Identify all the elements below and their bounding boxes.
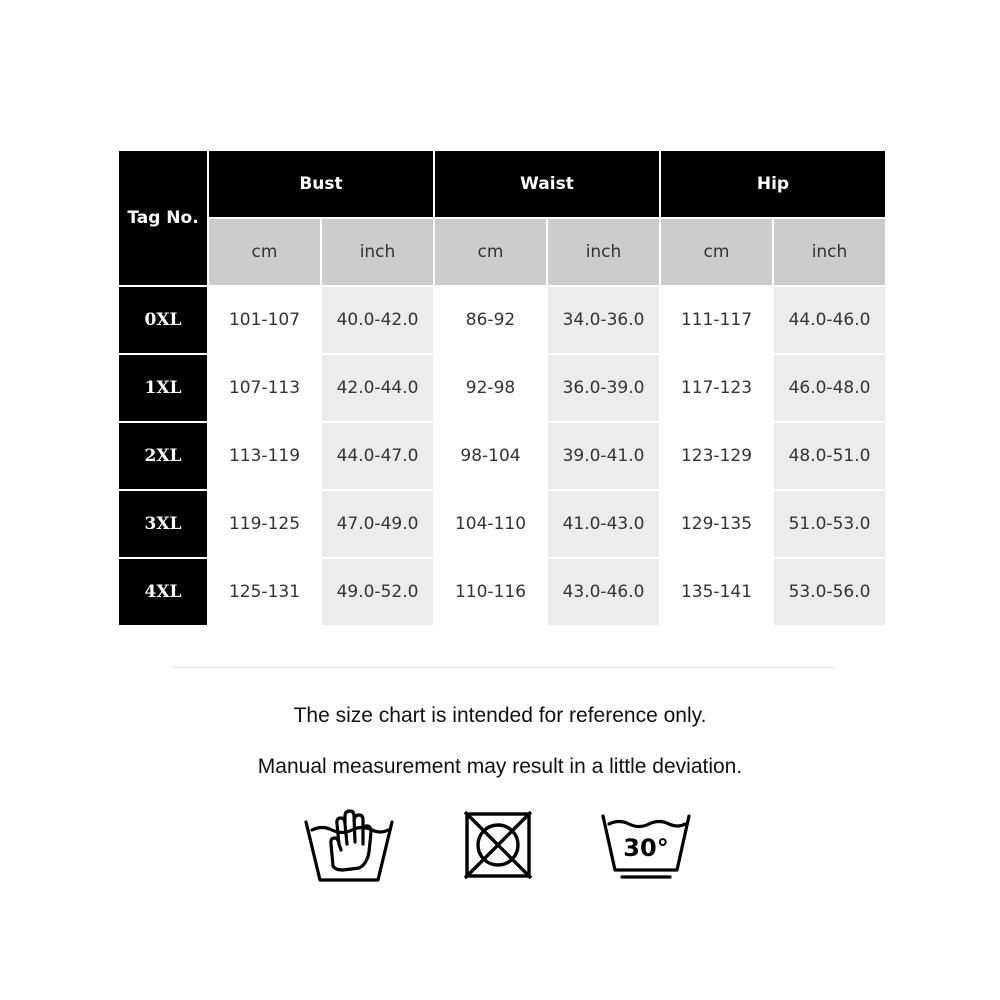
table-row — [119, 491, 885, 557]
waist-cm-cell: 86-92 — [435, 287, 546, 353]
table-row — [119, 559, 885, 625]
tag-cell: 3XL — [119, 491, 207, 557]
waist-cm-cell: 92-98 — [435, 355, 546, 421]
hip-cm-cell: 117-123 — [661, 355, 772, 421]
tag-cell: 0XL — [119, 287, 207, 353]
waist-inch-cell: 43.0-46.0 — [548, 559, 659, 625]
wash-30-icon — [600, 808, 692, 882]
tag-cell: 1XL — [119, 355, 207, 421]
tag-no-header: Tag No. — [119, 151, 207, 285]
bust-cm-cell: 125-131 — [209, 559, 320, 625]
size-chart-table — [117, 149, 887, 627]
table-header-row — [119, 151, 885, 217]
table-row — [119, 355, 885, 421]
do-not-tumble-dry-icon — [462, 808, 534, 882]
bust-cm-cell: 113-119 — [209, 423, 320, 489]
deviation-note: Manual measurement may result in a little deviation. — [257, 755, 743, 778]
hip-inch-cell: 51.0-53.0 — [774, 491, 885, 557]
hip-header: Hip — [661, 151, 885, 217]
hand-wash-icon — [303, 808, 395, 882]
waist-inch-cell: 39.0-41.0 — [548, 423, 659, 489]
bust-inch-cell: 40.0-42.0 — [322, 287, 433, 353]
waist-header: Waist — [435, 151, 659, 217]
bust-inch-unit: inch — [322, 219, 433, 285]
bust-header: Bust — [209, 151, 433, 217]
reference-note: The size chart is intended for reference only. — [293, 704, 707, 727]
bust-cm-cell: 119-125 — [209, 491, 320, 557]
waist-cm-cell: 98-104 — [435, 423, 546, 489]
bust-cm-cell: 107-113 — [209, 355, 320, 421]
table-row — [119, 287, 885, 353]
hip-cm-unit: cm — [661, 219, 772, 285]
hip-inch-cell: 44.0-46.0 — [774, 287, 885, 353]
waist-inch-cell: 34.0-36.0 — [548, 287, 659, 353]
hip-inch-unit: inch — [774, 219, 885, 285]
bust-cm-unit: cm — [209, 219, 320, 285]
tag-cell: 4XL — [119, 559, 207, 625]
waist-inch-cell: 36.0-39.0 — [548, 355, 659, 421]
bust-inch-cell: 42.0-44.0 — [322, 355, 433, 421]
table-row — [119, 423, 885, 489]
waist-inch-cell: 41.0-43.0 — [548, 491, 659, 557]
waist-cm-cell: 110-116 — [435, 559, 546, 625]
hip-inch-cell: 46.0-48.0 — [774, 355, 885, 421]
bust-inch-cell: 49.0-52.0 — [322, 559, 433, 625]
unit-header-row — [119, 219, 885, 285]
wash-temp-label: 30° — [623, 834, 669, 862]
hip-inch-cell: 53.0-56.0 — [774, 559, 885, 625]
tag-cell: 2XL — [119, 423, 207, 489]
bust-inch-cell: 47.0-49.0 — [322, 491, 433, 557]
bust-inch-cell: 44.0-47.0 — [322, 423, 433, 489]
waist-cm-cell: 104-110 — [435, 491, 546, 557]
waist-cm-unit: cm — [435, 219, 546, 285]
waist-inch-unit: inch — [548, 219, 659, 285]
hip-cm-cell: 135-141 — [661, 559, 772, 625]
hip-cm-cell: 111-117 — [661, 287, 772, 353]
hip-cm-cell: 123-129 — [661, 423, 772, 489]
hip-inch-cell: 48.0-51.0 — [774, 423, 885, 489]
divider — [172, 667, 834, 668]
hip-cm-cell: 129-135 — [661, 491, 772, 557]
bust-cm-cell: 101-107 — [209, 287, 320, 353]
